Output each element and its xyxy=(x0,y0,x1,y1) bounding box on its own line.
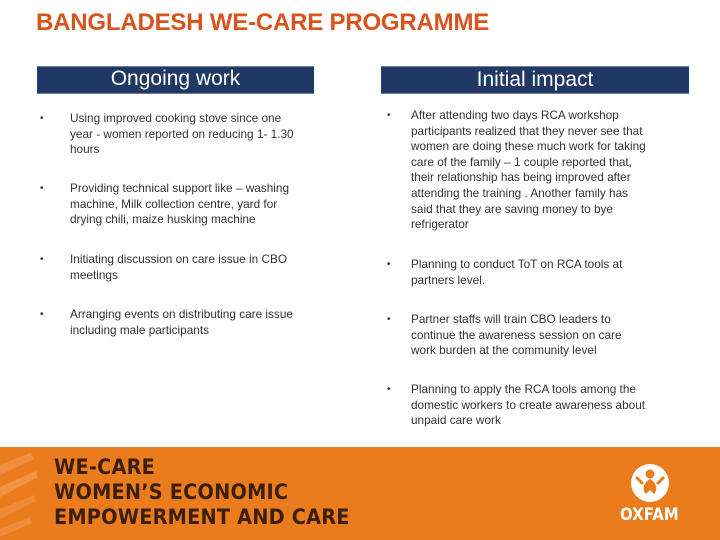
list-item-line: Initiating discussion on care issue in CBO xyxy=(70,252,288,266)
list-item-line: women are doing these much work for taking xyxy=(411,139,646,154)
banner-line: WOMEN’S ECONOMIC xyxy=(54,480,289,504)
list-item xyxy=(387,312,677,359)
list-item-line: Partner staffs will train CBO leaders to xyxy=(411,312,611,326)
list-item-line: Using improved cooking stove since one xyxy=(70,111,282,125)
list-item-line: refrigerator xyxy=(411,217,469,232)
bullet-icon: • xyxy=(40,113,44,124)
list-item-line: Providing technical support like – washing xyxy=(70,181,290,195)
list-item-line: continue the awareness session on care xyxy=(411,327,622,342)
list-item-line: partners level. xyxy=(411,272,486,287)
list-item-text xyxy=(70,307,320,338)
page-title: BANGLADESH WE-CARE PROGRAMME xyxy=(36,9,490,36)
list-item-text xyxy=(411,312,677,359)
list-item xyxy=(40,252,320,283)
list-item-line: Planning to conduct ToT on RCA tools at xyxy=(411,257,623,271)
list-item-text xyxy=(70,181,320,228)
bullet-icon: • xyxy=(40,309,44,320)
list-item-line: meetings xyxy=(70,267,118,282)
oxfam-figure-icon xyxy=(625,463,675,503)
banner-streak-decoration xyxy=(0,447,40,540)
banner-line: EMPOWERMENT AND CARE xyxy=(54,505,350,529)
list-item-line: machine, Milk collection centre, yard for xyxy=(70,196,278,211)
bullet-icon: • xyxy=(40,183,44,194)
list-item xyxy=(40,181,320,228)
bullet-icon: • xyxy=(387,110,391,121)
list-item-line: domestic workers to create awareness about xyxy=(411,397,646,412)
list-item xyxy=(40,111,320,158)
list-item xyxy=(387,382,677,429)
list-item-line: participants realized that they never see that xyxy=(411,123,643,138)
list-item-text xyxy=(411,382,677,429)
list-item-text xyxy=(411,257,677,288)
initial-impact-header-label: Initial impact xyxy=(476,68,594,91)
list-item xyxy=(387,257,677,288)
list-item-line: Arranging events on distributing care issue xyxy=(70,307,293,321)
list-item-text xyxy=(70,111,320,158)
list-item xyxy=(387,108,677,233)
banner-line: WE-CARE xyxy=(54,455,156,479)
bullet-icon: • xyxy=(40,254,44,265)
ongoing-work-header-label: Ongoing work xyxy=(110,67,241,90)
list-item xyxy=(40,307,320,338)
bullet-icon: • xyxy=(387,259,391,270)
list-item-line: their relationship has being improved after xyxy=(411,170,631,185)
list-item-line: hours xyxy=(70,142,100,157)
list-item-text xyxy=(411,108,677,233)
list-item-line: year - women reported on reducing 1- 1.30 xyxy=(70,126,294,141)
oxfam-logo-text: OXFAM xyxy=(620,505,679,525)
bullet-icon: • xyxy=(387,384,391,395)
bullet-icon: • xyxy=(387,314,391,325)
list-item-line: attending the training . Another family has xyxy=(411,185,629,200)
list-item-line: drying chili, maize husking machine xyxy=(70,212,256,227)
list-item-line: care of the family – 1 couple reported that, xyxy=(411,154,632,169)
list-item-text xyxy=(70,252,320,283)
ongoing-work-header xyxy=(37,66,314,94)
we-care-banner xyxy=(0,447,720,540)
initial-impact-header xyxy=(381,66,689,94)
list-item-line: including male participants xyxy=(70,322,210,337)
list-item-line: said that they are saving money to bye xyxy=(411,201,613,216)
list-item-line: Planning to apply the RCA tools among the xyxy=(411,382,636,396)
list-item-line: After attending two days RCA workshop xyxy=(411,108,619,122)
banner-title xyxy=(54,455,350,530)
list-item-line: unpaid care work xyxy=(411,413,501,428)
list-item-line: work burden at the community level xyxy=(411,343,597,358)
